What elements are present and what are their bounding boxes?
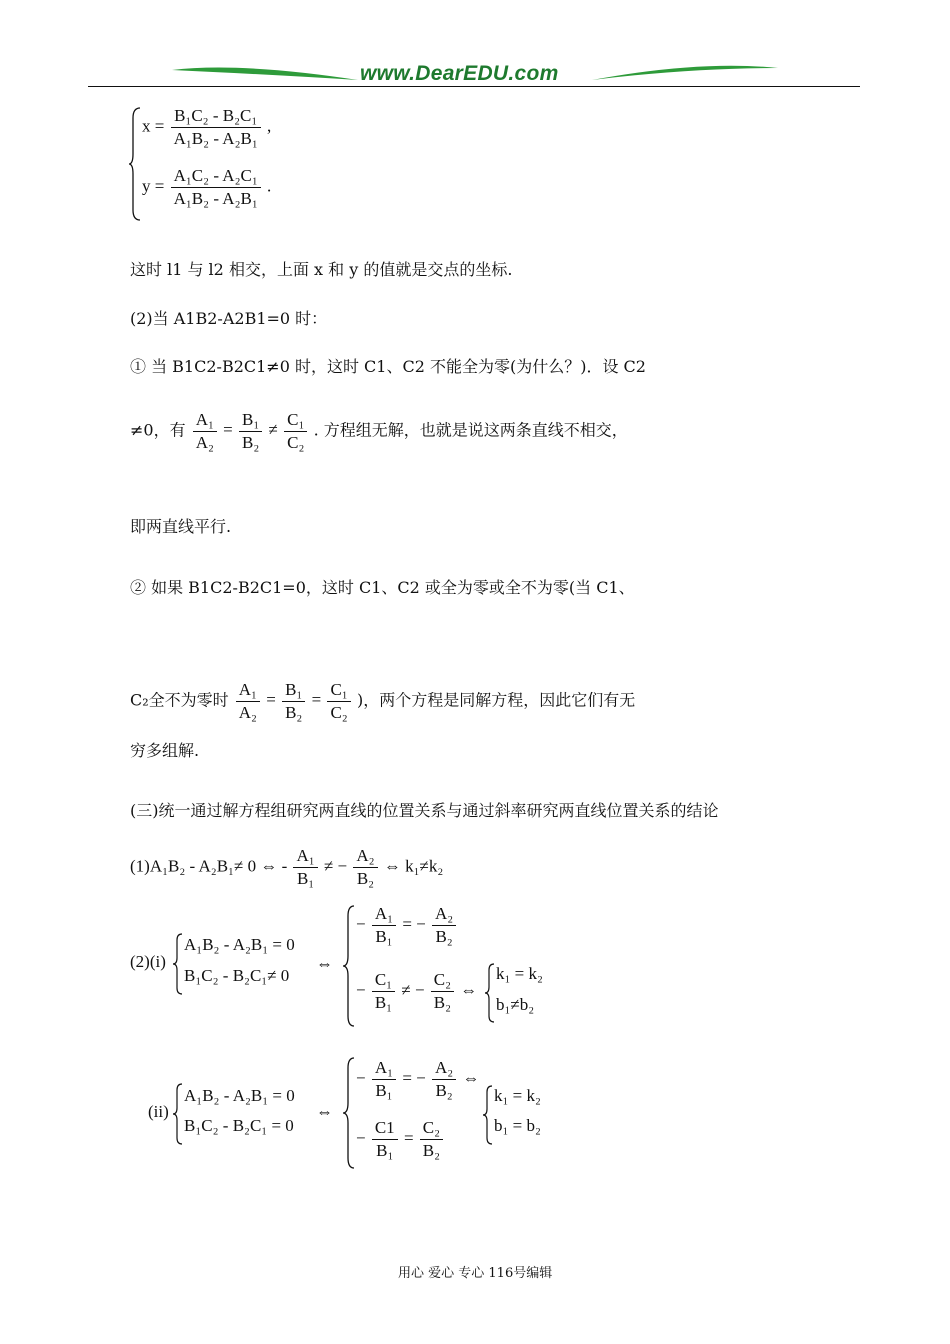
- paragraph-case-2-2: ② 如果 B1C2-B2C1=0，这时 C1、C2 或全为零或全不为零(当 C1、: [130, 578, 635, 597]
- left-brace-icon: [342, 904, 356, 1028]
- slope-row-1: − $\frac{\text{A₁}}{\text{B₁}}$ = − $\frac{\text{A₂}}{\text{B₂}}$ ⇔: [356, 1058, 480, 1100]
- paragraph-parallel: 即两直线平行.: [130, 517, 232, 536]
- page-footer: 用心 爱心 专心 116号编辑: [398, 1266, 553, 1281]
- leaf-swoosh-left-icon: [170, 62, 360, 88]
- left-brace-icon: [482, 1084, 494, 1146]
- left-brace-icon: [172, 1082, 184, 1146]
- conclusion-item-2ii: (ii) A₁B₂ - A₂B₁ = 0 B₁C₂ - B₂C₁ = 0 ⇔ − $\frac{\text{A₁}}{\text{B₁}}$ = − $\frac{\text{A₂}}{\text{B₂}}$ ⇔ − $\frac{C1}{\text{B₁}}$ = $\frac{\text{C₂}}{\text{B₂}}$ k₁ = k₂ b₁ = b₂: [148, 1056, 588, 1172]
- fraction-a1-a2: $\frac{\text{A₁}}{\text{A₂}}$: [236, 680, 260, 723]
- left-brace-icon: [484, 962, 496, 1024]
- left-brace-icon: [128, 106, 142, 222]
- header-logo: [170, 62, 780, 88]
- paragraph-intersection: 这时 l1 与 l2 相交，上面 x 和 y 的值就是交点的坐标.: [130, 260, 513, 279]
- intercept-row-2: − $\frac{\text{C₁}}{\text{B₁}}$ ≠ − $\frac{\text{C₂}}{\text{B₂}}$ ⇔: [356, 970, 478, 1012]
- y-fraction: $\frac{\text{A₁C₂ - A₂C₁}}{\text{A₁B₂ - A₂B₁}}$: [171, 166, 261, 209]
- fraction-c1-c2: $\frac{\text{C₁}}{\text{C₂}}$: [284, 410, 307, 453]
- fraction-c1-c2: $\frac{\text{C₁}}{\text{C₂}}$: [327, 680, 350, 723]
- paragraph-same-solution: C₂全不为零时 $\frac{\text{A₁}}{\text{A₂}}$ = $\frac{\text{B₁}}{\text{B₂}}$ = $\frac{\text{C₁}}{\text{C₂}}$ )，两个方程是同解方程，因此它们有无: [130, 680, 636, 722]
- left-brace-icon: [172, 932, 184, 996]
- conclusion-item-2i: (2)(i) A₁B₂ - A₂B₁ = 0 B₁C₂ - B₂C₁≠ 0 ⇔ − $\frac{\text{A₁}}{\text{B₁}}$ = − $\frac{\text{A₂}}{\text{B₂}}$ − $\frac{\text{C₁}}{\text{B₁}}$ ≠ − $\frac{\text{C₂}}{\text{B₂}}$ ⇔ k₁ = k₂ b₁≠b₂: [130, 900, 590, 1030]
- header-rule: [88, 86, 860, 87]
- fraction-b1-b2: $\frac{\text{B₁}}{\text{B₂}}$: [239, 410, 262, 453]
- paragraph-case-2: (2)当 A1B2-A2B1=0 时：: [130, 309, 328, 328]
- x-fraction: $\frac{\text{B₁C₂ - B₂C₁}}{\text{A₁B₂ - A₂B₁}}$: [171, 106, 261, 149]
- section-heading-conclusion: (三)统一通过解方程组研究两直线的位置关系与通过斜率研究两直线位置关系的结论: [130, 801, 719, 820]
- slope-row-1: − $\frac{\text{A₁}}{\text{B₁}}$ = − $\frac{\text{A₂}}{\text{B₂}}$: [356, 904, 458, 947]
- fraction-a2-b2: $\frac{\text{A₂}}{\text{B₂}}$: [353, 846, 377, 889]
- logo-text: www.DearEDU.com: [360, 62, 559, 85]
- paragraph-ratio-parallel: ≠0，有 $\frac{\text{A₁}}{\text{A₂}}$ = $\frac{\text{B₁}}{\text{B₂}}$ ≠ $\frac{\text{C₁}}{\text{C₂}}$ . 方程组无解，也就是说这两条直线不相交，: [130, 410, 628, 452]
- paragraph-infinite-solutions: 穷多组解.: [130, 741, 200, 760]
- conclusion-item-1: (1)A₁B₂ - A₂B₁≠ 0 ⇔ - $\frac{\text{A₁}}{\text{B₁}}$ ≠ − $\frac{\text{A₂}}{\text{B₂}}$ ⇔ k₁≠k₂: [130, 846, 444, 888]
- item-label: (2)(i): [130, 952, 166, 971]
- fraction-a1-b1: $\frac{\text{A₁}}{\text{B₁}}$: [293, 846, 317, 889]
- equation-system-xy: [128, 104, 348, 226]
- fraction-b1-b2: $\frac{\text{B₁}}{\text{B₂}}$: [282, 680, 305, 723]
- x-equation: x = $\frac{\text{B₁C₂ - B₂C₁}}{\text{A₁B₂ - A₂B₁}}$ ,: [142, 106, 272, 148]
- leaf-swoosh-right-icon: [590, 62, 780, 88]
- left-brace-icon: [342, 1056, 356, 1170]
- item-label: (ii): [148, 1102, 169, 1121]
- paragraph-case-2-1: ① 当 B1C2-B2C1≠0 时，这时 C1、C2 不能全为零(为什么？)．设 C2: [130, 357, 646, 376]
- intercept-row-2: − $\frac{C1}{\text{B₁}}$ = $\frac{\text{C₂}}{\text{B₂}}$: [356, 1118, 445, 1161]
- fraction-a1-a2: $\frac{\text{A₁}}{\text{A₂}}$: [193, 410, 217, 453]
- y-equation: y = $\frac{\text{A₁C₂ - A₂C₁}}{\text{A₁B₂ - A₂B₁}}$ .: [142, 166, 272, 208]
